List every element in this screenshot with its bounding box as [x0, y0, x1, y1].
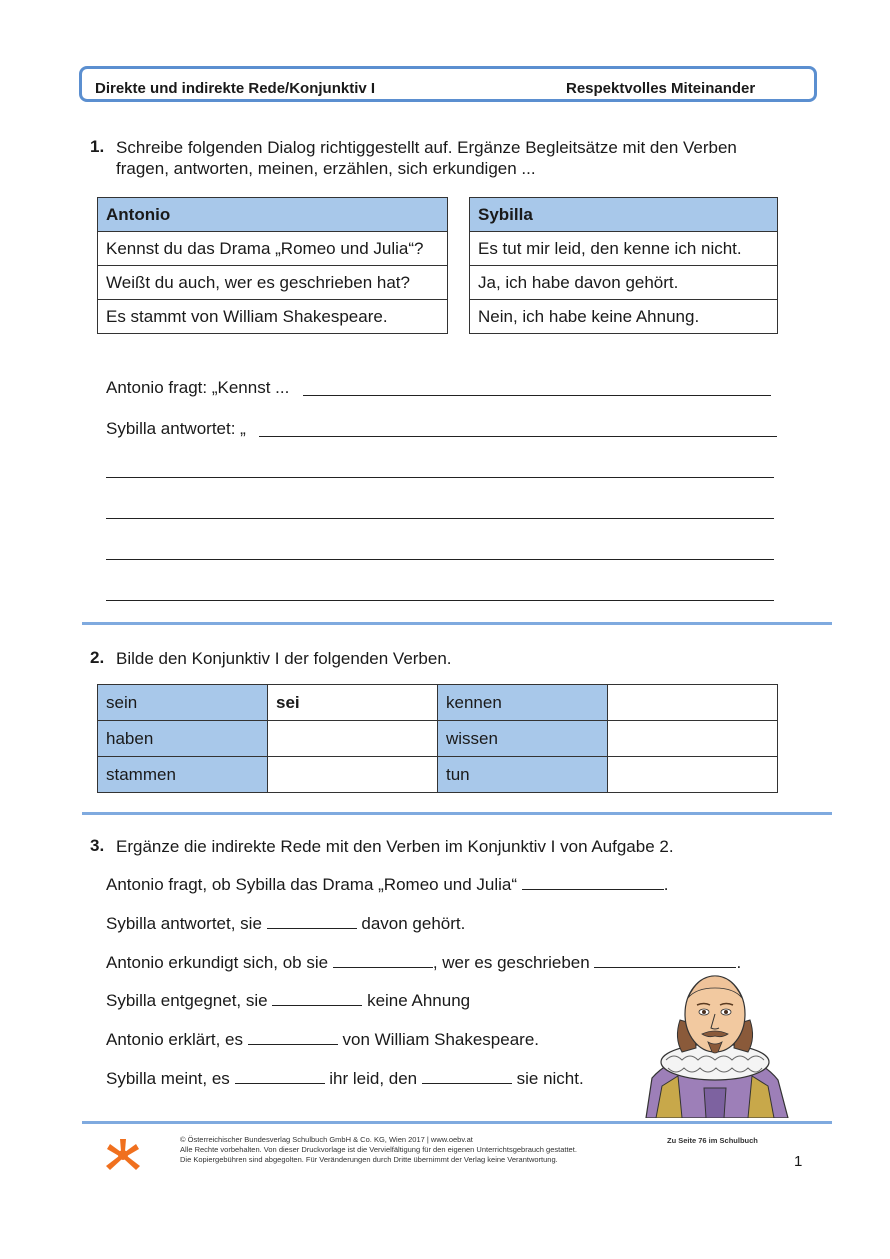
answer-line[interactable] [106, 559, 774, 560]
sentence-text: Sybilla meint, es [106, 1069, 230, 1088]
sybilla-line: Ja, ich habe davon gehört. [470, 266, 778, 300]
worksheet-topic: Direkte und indirekte Rede/Konjunktiv I [95, 80, 376, 97]
sentence-1 [106, 875, 669, 895]
answer-cell[interactable] [268, 757, 438, 793]
footer-line: Die Kopiergebühren sind abgegolten. Für Veränderungen durch Dritte übernimmt der Verlag keine Verantwortung. [180, 1155, 558, 1164]
footer-line: Alle Rechte vorbehalten. Von dieser Druckvorlage ist die Vervielfältigung für den eigenen Unterrichtsgebrauch gestattet. [180, 1145, 577, 1154]
sentence-text: von William Shakespeare. [342, 1030, 540, 1049]
verb-cell: stammen [98, 757, 268, 793]
antonio-line: Es stammt von William Shakespeare. [98, 300, 448, 334]
answer-cell[interactable] [608, 685, 778, 721]
worksheet-unit: Respektvolles Miteinander [566, 80, 756, 97]
verb-cell: haben [98, 721, 268, 757]
fill-in-blank[interactable] [522, 875, 664, 890]
answer-cell[interactable] [268, 721, 438, 757]
sentence-6 [106, 1069, 584, 1089]
sentence-2 [106, 914, 465, 934]
fill-in-blank[interactable] [594, 953, 736, 968]
answer-line[interactable] [106, 518, 774, 519]
sybilla-line: Nein, ich habe keine Ahnung. [470, 300, 778, 334]
sentence-text: Antonio erkundigt sich, ob sie [106, 953, 329, 972]
antonio-line: Weißt du auch, wer es geschrieben hat? [98, 266, 448, 300]
verb-cell: wissen [438, 721, 608, 757]
footer-divider [82, 1121, 832, 1124]
section-divider [82, 812, 832, 815]
sybilla-table [469, 197, 778, 334]
sentence-text: Antonio erklärt, es [106, 1030, 244, 1049]
task2-number: 2. [90, 648, 105, 667]
verb-cell: tun [438, 757, 608, 793]
answer-cell[interactable] [608, 757, 778, 793]
sentence-text: sie nicht. [516, 1069, 584, 1088]
sybilla-line: Es tut mir leid, den kenne ich nicht. [470, 232, 778, 266]
fill-in-blank[interactable] [272, 991, 362, 1006]
answer-cell[interactable]: sei [268, 685, 438, 721]
verb-cell: sein [98, 685, 268, 721]
task1-instruction [116, 137, 737, 179]
fill-in-blank[interactable] [267, 914, 357, 929]
publisher-logo-icon [104, 1136, 142, 1174]
answer-start-sybilla: Sybilla antwortet: „ [106, 419, 246, 438]
answer-cell[interactable] [608, 721, 778, 757]
antonio-line: Kennst du das Drama „Romeo und Julia“? [98, 232, 448, 266]
table-row [98, 721, 778, 757]
task3-number: 3. [90, 836, 105, 855]
task3-instruction: Ergänze die indirekte Rede mit den Verben im Konjunktiv I von Aufgabe 2. [116, 837, 674, 856]
fill-in-blank[interactable] [235, 1069, 325, 1084]
sentence-text: keine Ahnung [367, 991, 471, 1010]
table-row [98, 685, 778, 721]
footer-copyright [180, 1135, 577, 1165]
sentence-text: davon gehört. [361, 914, 466, 933]
section-divider [82, 622, 832, 625]
sentence-5 [106, 1030, 539, 1050]
fill-in-blank[interactable] [248, 1030, 338, 1045]
textbook-reference: Zu Seite 76 im Schulbuch [667, 1136, 758, 1145]
sentence-4 [106, 991, 470, 1011]
answer-line[interactable] [303, 395, 771, 396]
table-row [98, 757, 778, 793]
fill-in-blank[interactable] [333, 953, 433, 968]
verb-table [97, 684, 778, 793]
answer-start-antonio: Antonio fragt: „Kennst ... [106, 378, 290, 397]
sentence-text: Antonio fragt, ob Sybilla das Drama „Romeo und Julia“ [106, 875, 518, 894]
task1-instruction-line1: Schreibe folgenden Dialog richtiggestellt auf. Ergänze Begleitsätze mit den Verben [116, 138, 737, 157]
sentence-text: . [736, 953, 742, 972]
answer-line[interactable] [106, 600, 774, 601]
sentence-text: Sybilla antwortet, sie [106, 914, 262, 933]
task1-number: 1. [90, 137, 105, 156]
fill-in-blank[interactable] [422, 1069, 512, 1084]
answer-line[interactable] [106, 477, 774, 478]
sentence-text: ihr leid, den [329, 1069, 418, 1088]
verb-cell: kennen [438, 685, 608, 721]
answer-line[interactable] [259, 436, 777, 437]
task1-instruction-line2: fragen, antworten, meinen, erzählen, sich erkundigen ... [116, 159, 536, 178]
task2-instruction: Bilde den Konjunktiv I der folgenden Verben. [116, 649, 452, 668]
sybilla-header: Sybilla [470, 198, 778, 232]
page-number: 1 [794, 1153, 803, 1170]
sentence-text: , wer es geschrieben [432, 953, 590, 972]
shakespeare-illustration [638, 968, 792, 1118]
sentence-text: Sybilla entgegnet, sie [106, 991, 268, 1010]
antonio-table [97, 197, 448, 334]
sentence-text: . [663, 875, 669, 894]
antonio-header: Antonio [98, 198, 448, 232]
footer-line: © Österreichischer Bundesverlag Schulbuch GmbH & Co. KG, Wien 2017 | www.oebv.at [180, 1135, 473, 1144]
